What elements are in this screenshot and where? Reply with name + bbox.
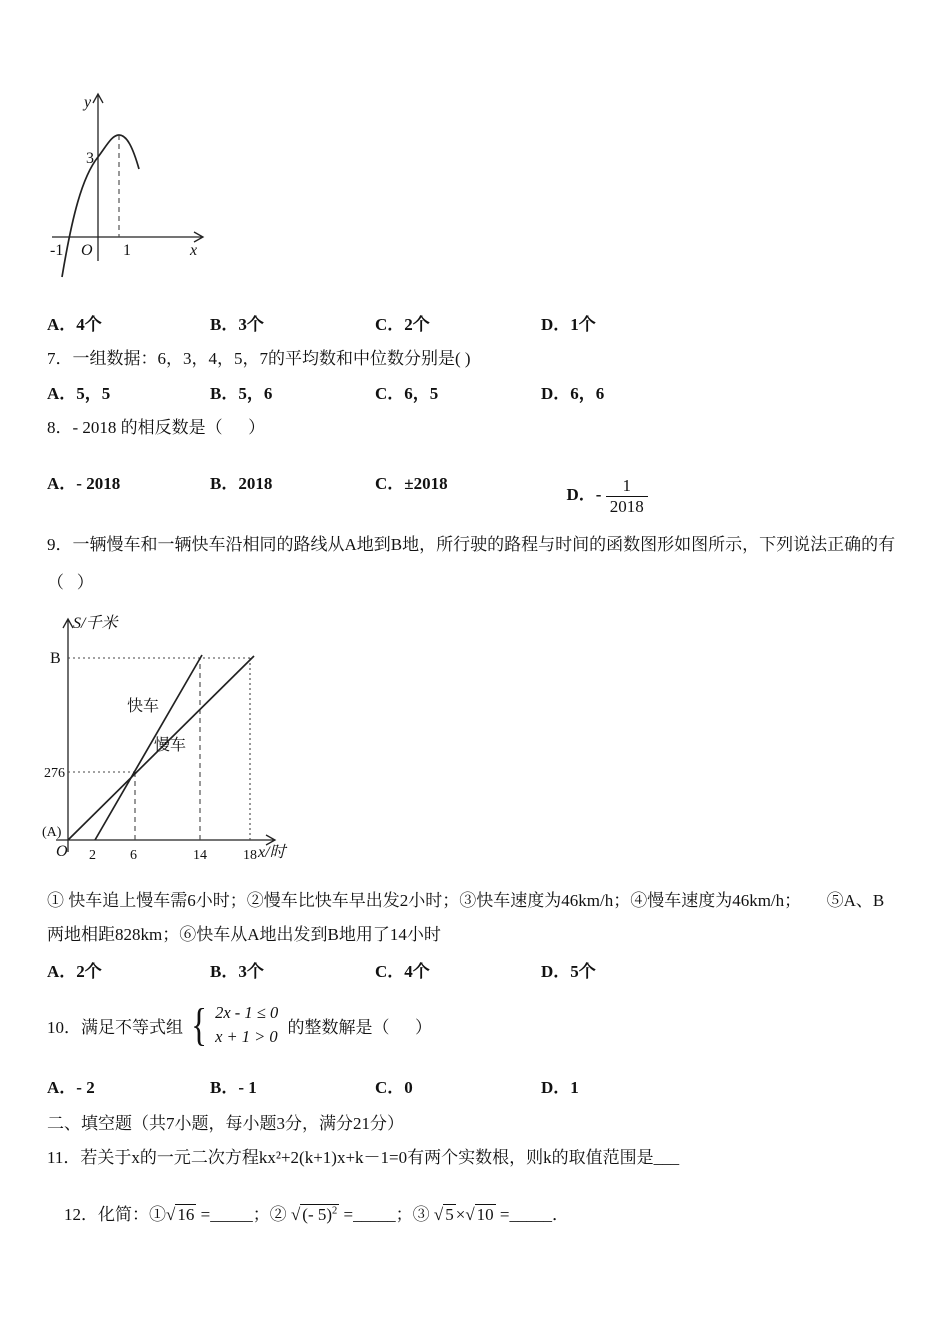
section2-heading: 二、填空题（共7小题，每小题3分，满分21分） <box>47 1114 404 1133</box>
q12-blank2: _____ <box>353 1205 396 1224</box>
q7-options-row <box>47 379 927 409</box>
q8-option-d <box>541 456 648 536</box>
q9-text-line2: （ ） <box>47 573 94 592</box>
inequality-bottom: x + 1 > 0 <box>215 1027 278 1046</box>
q9-text-line1: 9．一辆慢车和一辆快车沿相同的路线从A地到B地，所行驶的路程与时间的函数图形如图所示，下列说法正确的有 <box>47 535 896 554</box>
x-tick-1: 1 <box>123 242 131 259</box>
q9-options-row <box>47 957 927 987</box>
slow-car-label: 慢车 <box>154 737 187 754</box>
q8-option-a: A．- 2018 <box>47 474 121 493</box>
q7-option-d: D．6，6 <box>541 384 605 403</box>
q10-option-b: B．- 1 <box>210 1078 257 1097</box>
q8-option-c: C．±2018 <box>375 474 448 493</box>
q8-option-b: B．2018 <box>210 474 273 493</box>
q8-options-row <box>47 452 927 516</box>
q10-option-c: C．0 <box>375 1078 413 1097</box>
q10-option-a: A．- 2 <box>47 1078 95 1097</box>
x-tick-18: 18 <box>243 848 257 863</box>
q12-text <box>47 1180 569 1245</box>
q7-option-a: A．5，5 <box>47 384 111 403</box>
q12-eq2: = <box>339 1205 354 1224</box>
q11-text: 11．若关于x的一元二次方程kx²+2(k+1)x+k－1=0有两个实数根，则k的取值范围是___ <box>47 1148 680 1167</box>
q12-blank3: _____ <box>509 1205 552 1224</box>
q12-blank1: _____ <box>210 1205 253 1224</box>
y-tick-3: 3 <box>86 150 94 167</box>
x-tick-neg1: -1 <box>50 242 64 259</box>
q7-option-c: C．6，5 <box>375 384 439 403</box>
q6-options-row <box>47 310 927 340</box>
exponent-2: 2 <box>332 1205 338 1217</box>
q10-options-row <box>47 1073 927 1103</box>
distance-time-graph <box>42 612 297 877</box>
q10-prefix: 10．满足不等式组 <box>47 1017 183 1037</box>
q8-text: 8．- 2018 的相反数是（ ） <box>47 418 266 437</box>
q12-sep2: ；② <box>252 1205 291 1224</box>
y-tick-276: 276 <box>44 766 65 781</box>
q6-option-c: C．2个 <box>375 315 430 334</box>
q8-option-d-prefix: D．- <box>566 484 606 504</box>
inequality-top: 2x - 1 ≤ 0 <box>215 1003 279 1023</box>
q6-option-d: D．1个 <box>541 315 596 334</box>
q12-prefix: 12．化简：① <box>64 1205 166 1224</box>
q10-option-d: D．1 <box>541 1078 579 1097</box>
q10-text <box>47 993 432 1057</box>
x-axis-label: x <box>190 242 198 259</box>
q12-eq1: = <box>196 1205 211 1224</box>
q12-eq3: = <box>495 1205 510 1224</box>
s-axis-label: S/千米 <box>73 615 118 632</box>
x-tick-2: 2 <box>89 848 96 863</box>
inequality-system <box>215 1001 278 1049</box>
q10-suffix: 的整数解是（ ） <box>283 1017 432 1037</box>
origin-o-label: O <box>56 843 68 860</box>
y-axis-label: y <box>84 94 92 111</box>
q9-statements-line2: 两地相距828km；⑥快车从A地出发到B地用了14小时 <box>47 925 441 944</box>
sqrt-neg5-squared: √ (- 5)$^2$ <box>290 1205 338 1224</box>
system-brace: { <box>191 999 208 1050</box>
parabola-graph <box>40 85 225 285</box>
q8-fraction <box>606 476 648 516</box>
q6-option-b: B．3个 <box>210 315 264 334</box>
sqrt-5: √ 5 <box>433 1205 454 1224</box>
q9-option-d: D．5个 <box>541 962 596 981</box>
q12-sep3: ；③ <box>395 1205 434 1224</box>
fraction-denominator: 2018 <box>606 496 648 517</box>
x-tick-6: 6 <box>130 848 137 863</box>
q9-option-c: C．4个 <box>375 962 430 981</box>
x-axis-label: x/时 <box>258 844 286 861</box>
q9-option-b: B．3个 <box>210 962 264 981</box>
q6-option-a: A．4个 <box>47 315 102 334</box>
origin-a-label: (A) <box>42 825 62 840</box>
origin-label: O <box>81 242 93 259</box>
fraction-numerator: 1 <box>622 476 631 495</box>
sqrt-16: √ 16 <box>166 1205 195 1224</box>
q7-text: 7．一组数据：6，3，4，5，7的平均数和中位数分别是( ) <box>47 349 471 368</box>
q9-option-a: A．2个 <box>47 962 102 981</box>
q12-end: ． <box>552 1205 569 1224</box>
q9-statements-line1: ① 快车追上慢车需6小时；②慢车比快车早出发2小时；③快车速度为46km/h；④慢车速度为46km/h； ⑤A、B <box>47 891 885 910</box>
q7-option-b: B．5，6 <box>210 384 273 403</box>
fast-car-label: 快车 <box>127 698 160 715</box>
sqrt-10: √ 10 <box>465 1205 494 1224</box>
x-tick-14: 14 <box>193 848 207 863</box>
b-label: B <box>50 650 61 667</box>
times-sign: × <box>455 1205 466 1224</box>
